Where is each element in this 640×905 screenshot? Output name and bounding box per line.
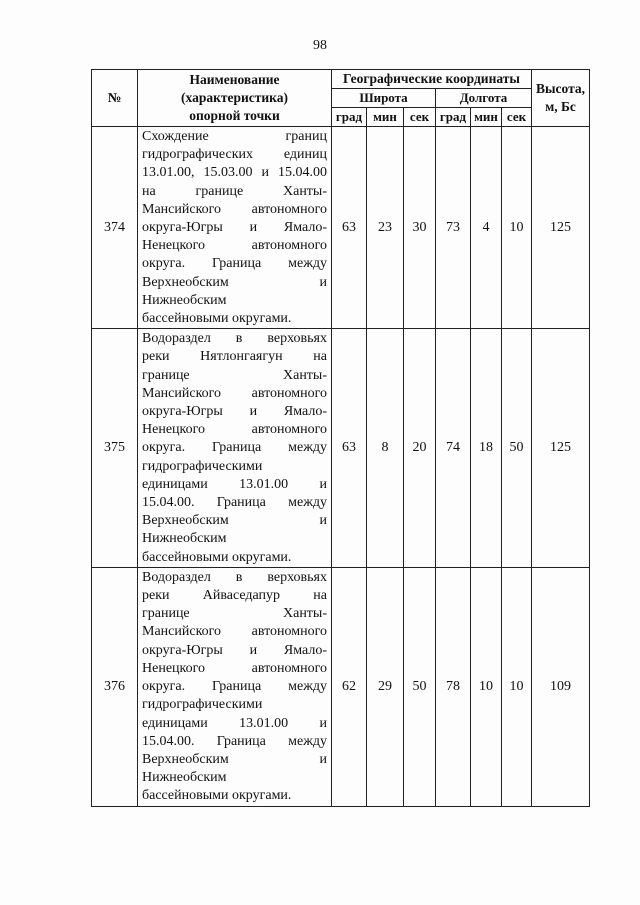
latitude-minutes: 23 — [367, 127, 404, 329]
description-line: границе Ханты- — [142, 606, 327, 622]
latitude-minutes: 8 — [367, 329, 404, 568]
description-line: округа-Югры и Ямало- — [142, 220, 327, 236]
row-description — [138, 127, 332, 329]
header-lat-min: мин — [367, 108, 404, 127]
height-value: 125 — [532, 127, 590, 329]
description-line: Нижнеобским — [142, 292, 227, 308]
row-number: 375 — [92, 329, 138, 568]
latitude-seconds: 20 — [404, 329, 436, 568]
header-lon-min: мин — [471, 108, 502, 127]
latitude-degrees: 63 — [332, 329, 367, 568]
longitude-degrees: 78 — [436, 567, 471, 806]
description-line: Мансийского автономного — [142, 624, 327, 640]
description-line: Ненецкого автономного — [142, 422, 327, 438]
longitude-degrees: 74 — [436, 329, 471, 568]
height-value: 109 — [532, 567, 590, 806]
longitude-seconds: 50 — [502, 329, 532, 568]
description-line: Водораздел в верховьях — [142, 569, 327, 585]
table-row — [92, 567, 590, 806]
latitude-degrees: 63 — [332, 127, 367, 329]
description-line: границе Ханты- — [142, 367, 327, 383]
description-line: реки Нятлонгаягун на — [142, 349, 327, 365]
longitude-minutes: 10 — [471, 567, 502, 806]
row-number: 376 — [92, 567, 138, 806]
description-line: на границе Ханты- — [142, 183, 327, 199]
reference-points-table — [91, 69, 590, 807]
description-line: Водораздел в верховьях — [142, 331, 327, 347]
table-row — [92, 127, 590, 329]
description-line: Мансийского автономного — [142, 385, 327, 401]
description-line: округа-Югры и Ямало- — [142, 642, 327, 658]
description-line: бассейновыми округами. — [142, 311, 292, 327]
header-height: Высота, м, Бс — [532, 70, 590, 127]
height-value: 125 — [532, 329, 590, 568]
description-line: Нижнеобским — [142, 770, 227, 786]
description-line: округа. Граница между — [142, 440, 327, 456]
description-line: округа. Граница между — [142, 256, 327, 272]
description-line: Верхнеобским и — [142, 274, 327, 290]
row-description — [138, 567, 332, 806]
row-number: 374 — [92, 127, 138, 329]
latitude-minutes: 29 — [367, 567, 404, 806]
description-line: реки Айваседапур на — [142, 588, 327, 604]
description-line: округа. Граница между — [142, 679, 327, 695]
header-coordinates: Географические координаты — [332, 70, 532, 89]
table-row — [92, 329, 590, 568]
description-line: 15.04.00. Граница между — [142, 733, 327, 749]
header-name: Наименование (характеристика) опорной точки — [138, 70, 332, 127]
header-longitude: Долгота — [436, 89, 532, 108]
description-line: Мансийского автономного — [142, 201, 327, 217]
header-lon-grad: град — [436, 108, 471, 127]
latitude-seconds: 50 — [404, 567, 436, 806]
page-number: 98 — [313, 38, 327, 53]
description-line: Верхнеобским и — [142, 513, 327, 529]
description-line: Ненецкого автономного — [142, 660, 327, 676]
header-lat-grad: град — [332, 108, 367, 127]
header-latitude: Широта — [332, 89, 436, 108]
row-description — [138, 329, 332, 568]
description-line: Нижнеобским — [142, 531, 227, 547]
description-line: бассейновыми округами. — [142, 549, 292, 565]
latitude-degrees: 62 — [332, 567, 367, 806]
longitude-minutes: 4 — [471, 127, 502, 329]
description-line: 15.04.00. Граница между — [142, 495, 327, 511]
longitude-seconds: 10 — [502, 127, 532, 329]
header-number: № — [92, 70, 138, 127]
longitude-seconds: 10 — [502, 567, 532, 806]
description-line: Ненецкого автономного — [142, 238, 327, 254]
description-line: Верхнеобским и — [142, 751, 327, 767]
description-line: единицами 13.01.00 и — [142, 715, 327, 731]
description-line: округа-Югры и Ямало- — [142, 404, 327, 420]
header-lon-sec: сек — [502, 108, 532, 127]
description-line: гидрографическими — [142, 458, 263, 474]
description-line: бассейновыми округами. — [142, 788, 292, 804]
latitude-seconds: 30 — [404, 127, 436, 329]
description-line: Схождение границ — [142, 129, 327, 144]
description-line: 13.01.00, 15.03.00 и 15.04.00 — [142, 165, 327, 181]
header-lat-sec: сек — [404, 108, 436, 127]
description-line: гидрографических единиц — [142, 147, 327, 163]
description-line: гидрографическими — [142, 697, 263, 713]
description-line: единицами 13.01.00 и — [142, 476, 327, 492]
longitude-minutes: 18 — [471, 329, 502, 568]
longitude-degrees: 73 — [436, 127, 471, 329]
